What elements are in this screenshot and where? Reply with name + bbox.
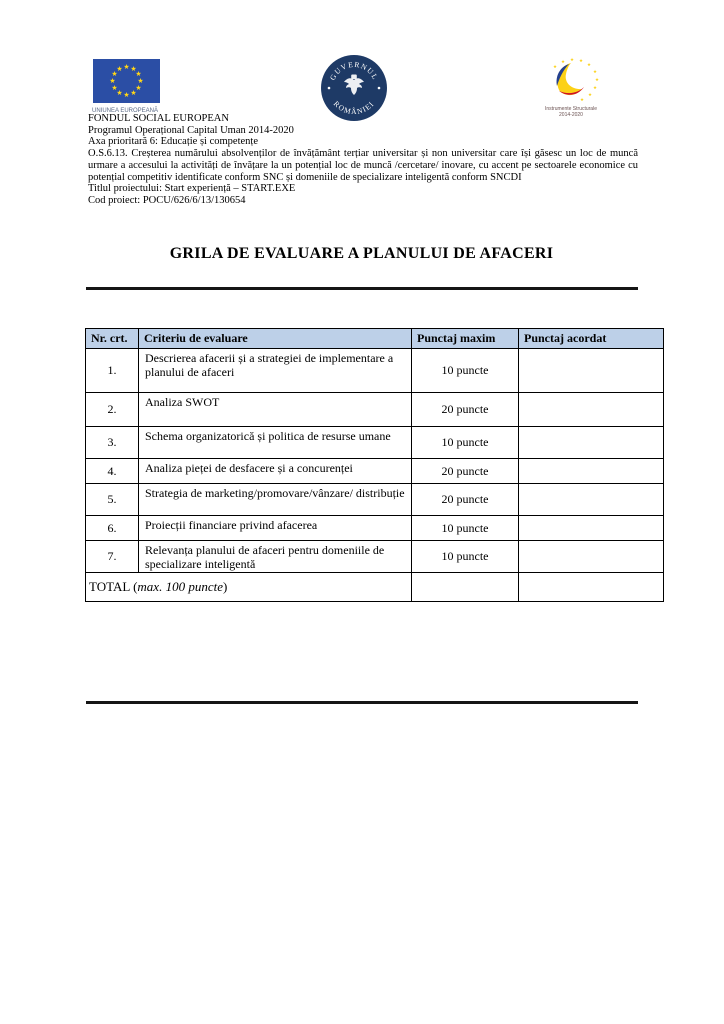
government-seal-icon (320, 54, 388, 122)
row-number-cell: 6. (86, 516, 139, 541)
eu-flag-caption: UNIUNEA EUROPEANĂ (92, 108, 158, 114)
government-seal-bottom-text: ROMÂNIEI (331, 99, 377, 117)
svg-text:★: ★ (123, 91, 130, 99)
svg-text:★: ★ (578, 59, 584, 64)
column-header-nr: Nr. crt. (86, 329, 139, 349)
svg-text:★: ★ (111, 70, 118, 78)
svg-text:★: ★ (594, 78, 600, 83)
table-row (86, 484, 664, 516)
svg-text:★: ★ (586, 63, 592, 68)
max-points-cell: 10 puncte (412, 541, 519, 573)
criteria-cell: Schema organizatorică și politica de resurse umane (139, 427, 412, 459)
max-points-cell: 20 puncte (412, 393, 519, 427)
svg-text:★: ★ (587, 93, 593, 98)
header-project-title-line: Titlul proiectului: Start experiență – START.EXE (88, 183, 296, 195)
awarded-points-cell (519, 459, 664, 484)
total-max-points-cell (412, 573, 519, 602)
total-awarded-points-cell (519, 573, 664, 602)
column-header-criteriu: Criteriu de evaluare (139, 329, 412, 349)
svg-text:★: ★ (552, 65, 558, 70)
table-row (86, 349, 664, 393)
structural-instruments-caption-1: Instrumente Structurale (545, 106, 597, 112)
total-label-prefix: TOTAL ( (89, 579, 138, 594)
awarded-points-cell (519, 427, 664, 459)
awarded-points-cell (519, 349, 664, 393)
svg-text:★: ★ (569, 58, 575, 63)
table-header-row (86, 329, 664, 349)
criteria-cell: Analiza pieței de desfacere și a concurenței (139, 459, 412, 484)
evaluation-grid-table (85, 328, 664, 602)
row-number-cell: 3. (86, 427, 139, 459)
column-header-punctaj-acordat: Punctaj acordat (519, 329, 664, 349)
criteria-cell: Analiza SWOT (139, 393, 412, 427)
footer-divider-rule (86, 701, 638, 704)
svg-text:★: ★ (116, 89, 123, 97)
awarded-points-cell (519, 516, 664, 541)
table-row (86, 541, 664, 573)
criteria-cell: Strategia de marketing/promovare/vânzare/ distribuție (139, 484, 412, 516)
svg-text:★: ★ (130, 65, 137, 73)
svg-text:★: ★ (579, 98, 585, 103)
svg-text:★: ★ (111, 84, 118, 92)
table-row (86, 516, 664, 541)
row-number-cell: 7. (86, 541, 139, 573)
svg-text:★: ★ (592, 70, 598, 75)
eu-flag-icon (92, 59, 162, 117)
table-row (86, 459, 664, 484)
max-points-cell: 10 puncte (412, 516, 519, 541)
header-objective-paragraph: O.S.6.13. Creșterea numărului absolvenților de învățământ terțiar universitar și non universitar care își găsesc un loc de muncă urmare a accesului la activități de învățare la un potențial loc de muncă /cercetare/ inovare, cu accent pe sectoarele economice cu potențial competitiv identificate conform SNC și domeniile de specializare inteligentă conform SNCDI (88, 148, 638, 183)
svg-text:★: ★ (592, 86, 598, 91)
svg-text:★: ★ (135, 70, 142, 78)
row-number-cell: 2. (86, 393, 139, 427)
header-axis-line: Axa prioritară 6: Educație și competențe (88, 136, 258, 148)
structural-instruments-caption-2: 2014-2020 (559, 112, 583, 118)
page-title: GRILA DE EVALUARE A PLANULUI DE AFACERI (169, 245, 554, 262)
header-project-code-line: Cod proiect: POCU/626/6/13/130654 (88, 194, 246, 206)
criteria-cell: Relevanța planului de afaceri pentru domeniile de specializare inteligentă (139, 541, 412, 573)
header-program-line: Programul Operațional Capital Uman 2014-2020 (88, 124, 294, 136)
svg-text:★: ★ (109, 77, 116, 85)
criteria-cell: Descrierea afacerii și a strategiei de implementare a planului de afaceri (139, 349, 412, 393)
max-points-cell: 10 puncte (412, 427, 519, 459)
criteria-cell: Proiecții financiare privind afacerea (139, 516, 412, 541)
row-number-cell: 4. (86, 459, 139, 484)
awarded-points-cell (519, 393, 664, 427)
svg-text:★: ★ (560, 60, 566, 65)
total-label-cell (86, 573, 412, 602)
table-row (86, 427, 664, 459)
table-row (86, 393, 664, 427)
max-points-cell: 10 puncte (412, 349, 519, 393)
table-body (86, 349, 664, 573)
total-label-suffix: ) (222, 579, 228, 594)
structural-instruments-icon (540, 56, 604, 118)
table-header (86, 329, 664, 349)
government-seal-top-text: GUVERNUL (327, 59, 381, 82)
svg-text:★: ★ (130, 89, 137, 97)
max-points-cell: 20 puncte (412, 484, 519, 516)
header-fund-line: FONDUL SOCIAL EUROPEAN (88, 113, 229, 124)
table-footer (86, 573, 664, 602)
document-header-block (88, 113, 638, 207)
row-number-cell: 5. (86, 484, 139, 516)
total-label-italic: max. 100 puncte (137, 579, 223, 594)
svg-text:★: ★ (116, 65, 123, 73)
title-divider-rule (86, 287, 638, 290)
row-number-cell: 1. (86, 349, 139, 393)
svg-text:★: ★ (137, 77, 144, 85)
awarded-points-cell (519, 484, 664, 516)
svg-text:★: ★ (123, 63, 130, 71)
column-header-punctaj-maxim: Punctaj maxim (412, 329, 519, 349)
max-points-cell: 20 puncte (412, 459, 519, 484)
awarded-points-cell (519, 541, 664, 573)
svg-text:★: ★ (135, 84, 142, 92)
total-row (86, 573, 664, 602)
